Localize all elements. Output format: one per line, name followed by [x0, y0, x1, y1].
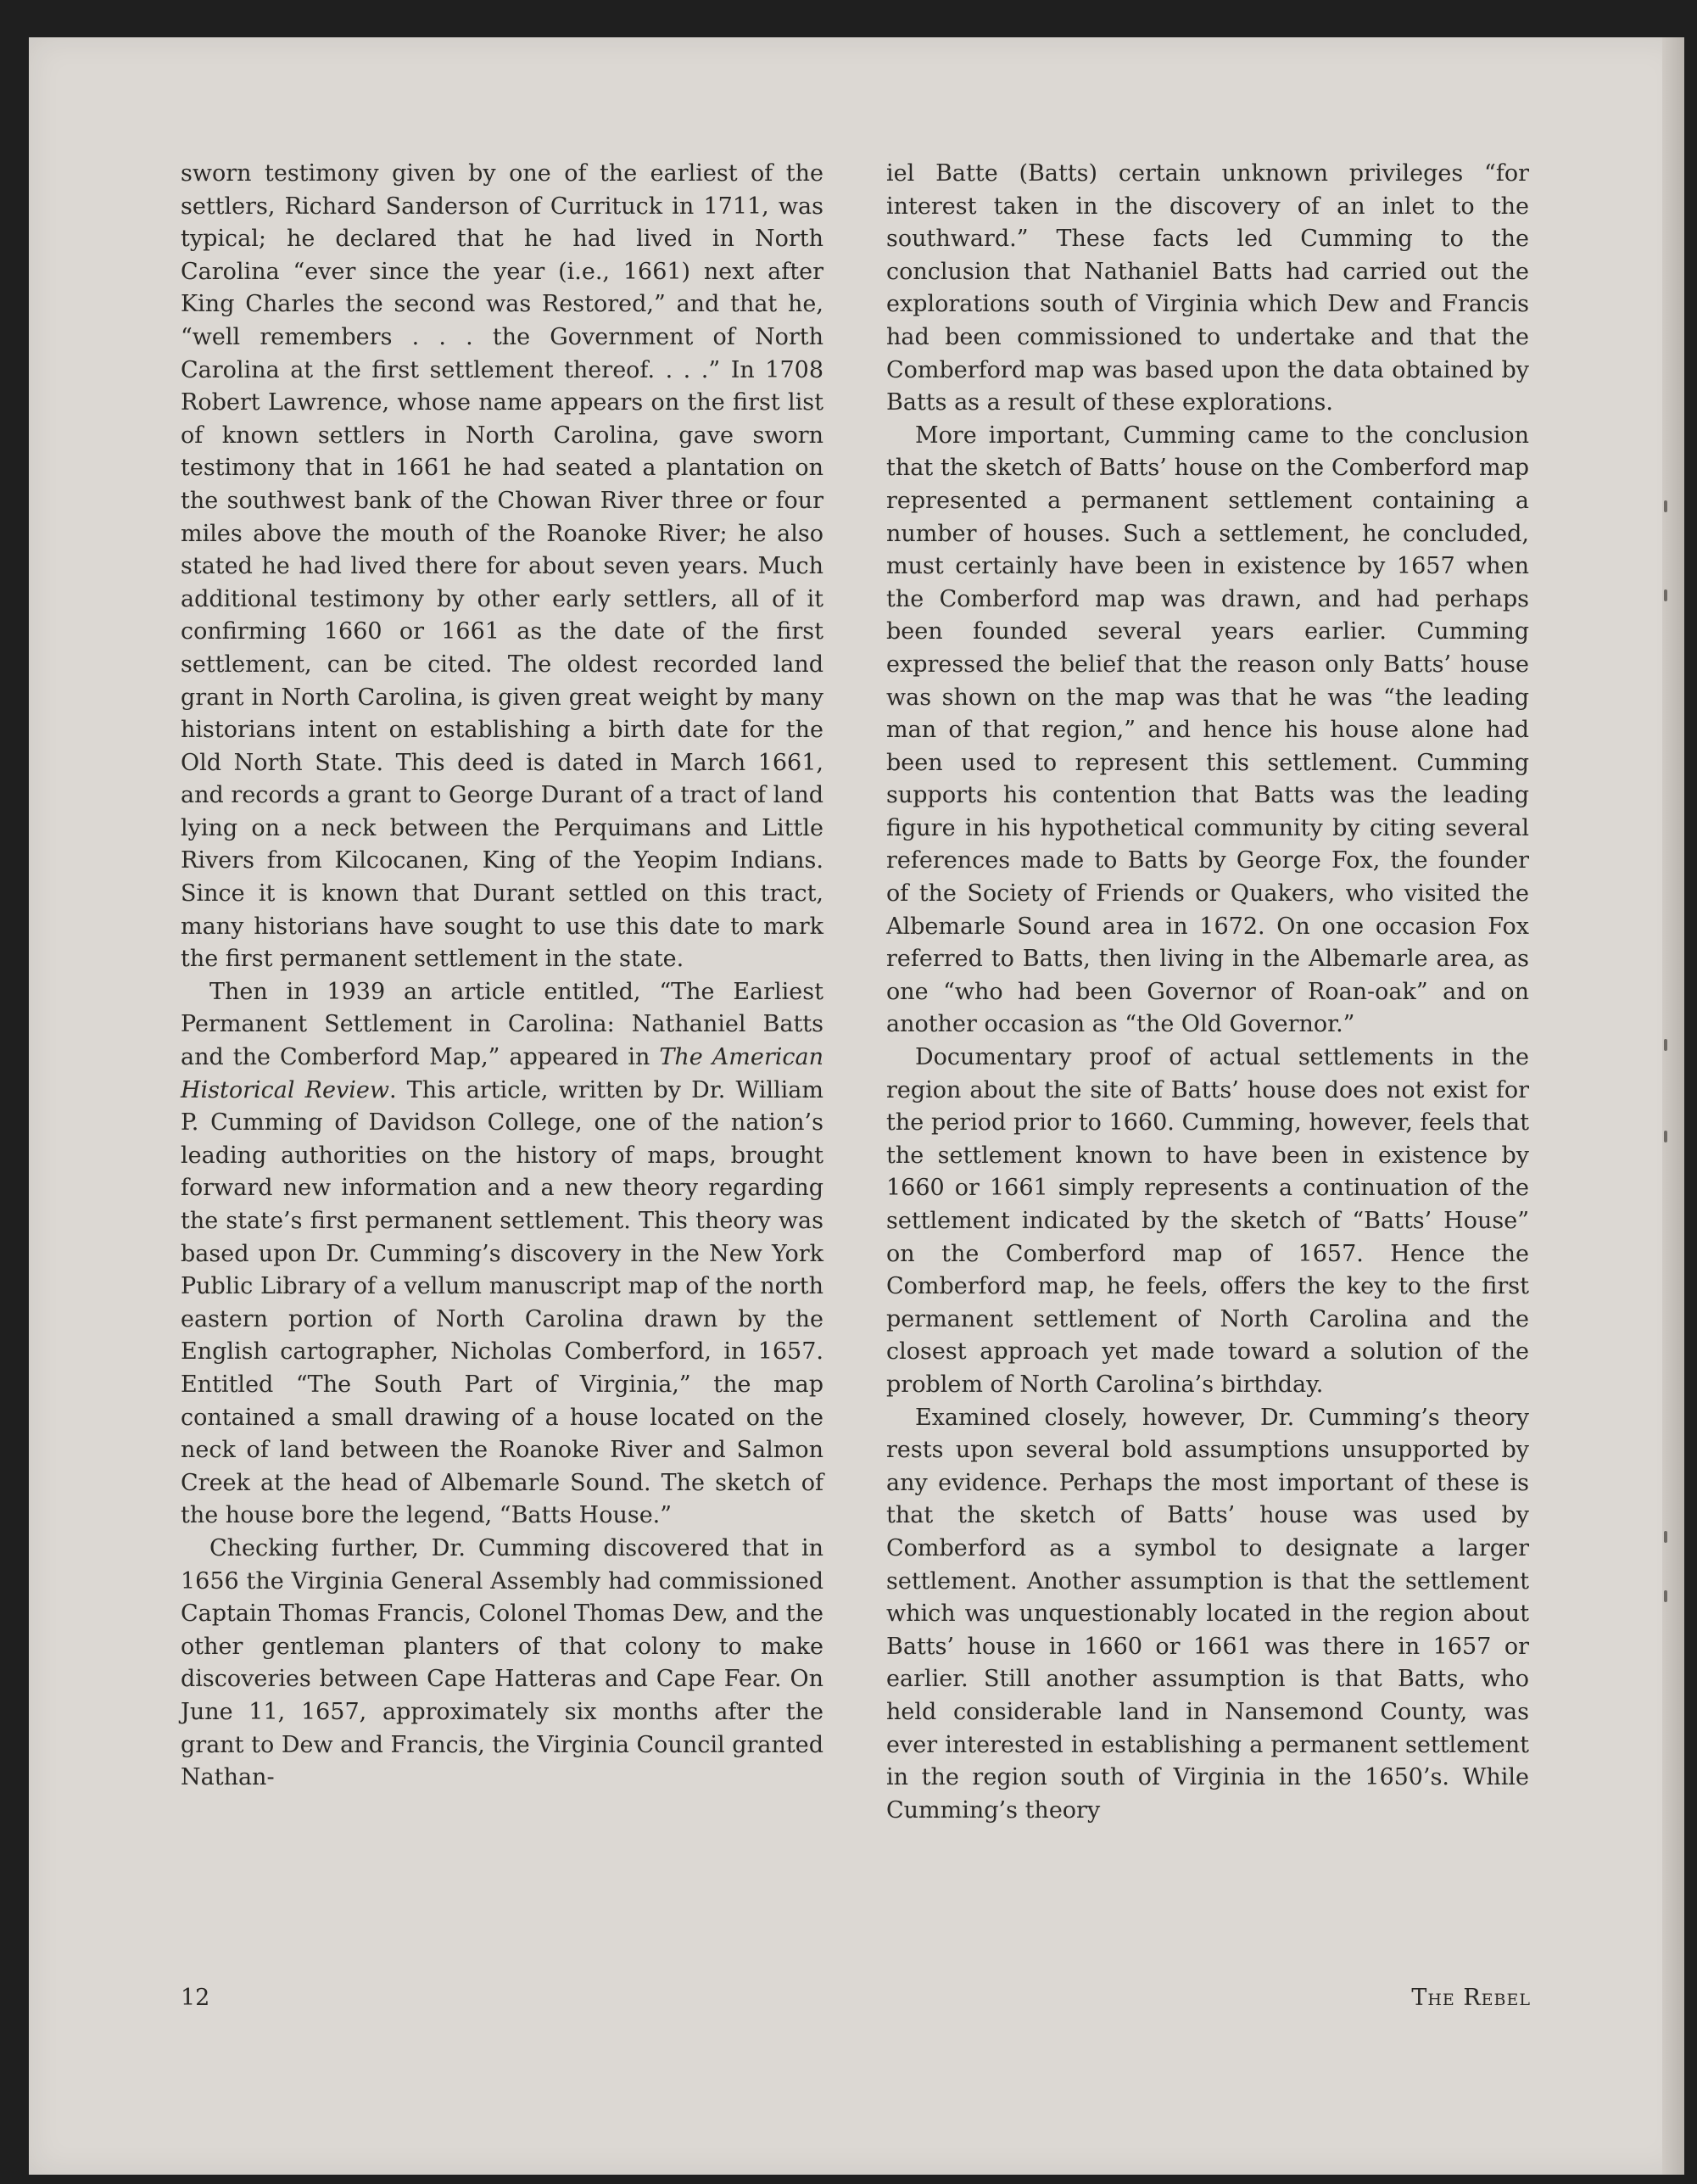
margin-mark: [1664, 1590, 1667, 1602]
paragraph: [181, 976, 823, 1533]
paragraph: More important, Cumming came to the conclusion that the sketch of Batts’ house on the Comberford map represented a permanent settlement containing a number of houses. Such a settlement, he concluded, must certainly have been in existence by 1657 when the Comberford map was drawn, and had perhaps been founded several years earlier. Cumming expressed the belief that the reason only Batts’ house was shown on the map was that he was “the leading man of that region,” and hence his house alone had been used to represent this settlement. Cumming supports his contention that Batts was the leading figure in his hypothetical community by citing several references made to Batts by George Fox, the founder of the Society of Friends or Quakers, who visited the Albemarle Sound area in 1672. On one occasion Fox referred to Batts, then living in the Albemarle area, as one “who had been Governor of Roan-oak” and on another occasion as “the Old Governor.”: [886, 422, 1529, 1038]
journal-title: The American Historical Review: [181, 1044, 823, 1103]
paragraph-text: . This article, written by Dr. William P. Cumming of Davidson College, one of the nation’s leading authorities on the history of maps, brought forward new information and a new theory regarding the state’s first permanent settlement. This theory was based upon Dr. Cumming’s discovery in the New York Public Library of a vellum manuscript map of the north eastern portion of North Carolina drawn by the English cartographer, Nicholas Comberford, in 1657. Entitled “The South Part of Virginia,” the map contained a small drawing of a house located on the neck of land between the Roanoke River and Salmon Creek at the head of Albemarle Sound. The sketch of the house bore the legend, “Batts House.”: [181, 1076, 823, 1529]
paragraph-text: Then in 1939 an article entitled, “The Earliest Permanent Settlement in Carolina: Nathaniel Batts and the Comberford Map,” appeared in: [181, 978, 823, 1071]
page-number: 12: [181, 1985, 210, 2011]
margin-mark: [1664, 1131, 1667, 1142]
left-column: [181, 158, 823, 1795]
margin-mark: [1664, 1531, 1667, 1543]
paragraph: Checking further, Dr. Cumming discovered that in 1656 the Virginia General Assembly had commissioned Captain Thomas Francis, Colonel Thomas Dew, and the other gentleman planters of that colony to make discoveries between Cape Hatteras and Cape Fear. On June 11, 1657, approximately six months after the grant to Dew and Francis, the Virginia Council granted Nathan-: [181, 1534, 823, 1791]
page-edge: [1662, 37, 1684, 2175]
paragraph: Examined closely, however, Dr. Cumming’s theory rests upon several bold assumptions unsupported by any evidence. Perhaps the most important of these is that the sketch of Batts’ house was used by Comberford as a symbol to designate a larger settlement. Another assumption is that the settlement which was unquestionably located in the region about Batts’ house in 1660 or 1661 was there in 1657 or earlier. Still another assumption is that Batts, who held considerable land in Nansemond County, was ever interested in establishing a permanent settlement in the region south of Virginia in the 1650’s. While Cumming’s theory: [886, 1404, 1529, 1824]
margin-mark: [1664, 500, 1667, 512]
right-column: [886, 158, 1529, 1827]
margin-mark: [1664, 589, 1667, 601]
paragraph: iel Batte (Batts) certain unknown privileges “for interest taken in the discovery of an inlet to the southward.” These facts led Cumming to the conclusion that Nathaniel Batts had carried out the explorations south of Virginia which Dew and Francis had been commissioned to undertake and that the Comberford map was based upon the data obtained by Batts as a result of these explorations.: [886, 160, 1529, 416]
paragraph: Documentary proof of actual settlements in the region about the site of Batts’ house does not exist for the period prior to 1660. Cumming, however, feels that the settlement known to have been in existence by 1660 or 1661 simply represents a continuation of the settlement indicated by the sketch of “Batts’ House” on the Comberford map of 1657. Hence the Comberford map, he feels, offers the key to the first permanent settlement of North Carolina and the closest approach yet made toward a solution of the problem of North Carolina’s birthday.: [886, 1044, 1529, 1398]
paragraph: sworn testimony given by one of the earliest of the settlers, Richard Sanderson of Currituck in 1711, was typical; he declared that he had lived in North Carolina “ever since the year (i.e., 1661) next after King Charles the second was Restored,” and that he, “well remembers . . . the Government of North Carolina at the first settlement thereof. . . .” In 1708 Robert Lawrence, whose name appears on the first list of known settlers in North Carolina, gave sworn testimony that in 1661 he had seated a plantation on the southwest bank of the Chowan River three or four miles above the mouth of the Roanoke River; he also stated he had lived there for about seven years. Much additional testimony by other early settlers, all of it confirming 1660 or 1661 as the date of the first settlement, can be cited. The oldest recorded land grant in North Carolina, is given great weight by many historians intent on establishing a birth date for the Old North State. This deed is dated in March 1661, and records a grant to George Durant of a tract of land lying on a neck between the Perquimans and Little Rivers from Kilcocanen, King of the Yeopim Indians. Since it is known that Durant settled on this tract, many historians have sought to use this date to mark the first permanent settlement in the state.: [181, 160, 823, 973]
margin-mark: [1664, 1039, 1667, 1051]
running-title: The Rebel: [1411, 1985, 1531, 2011]
